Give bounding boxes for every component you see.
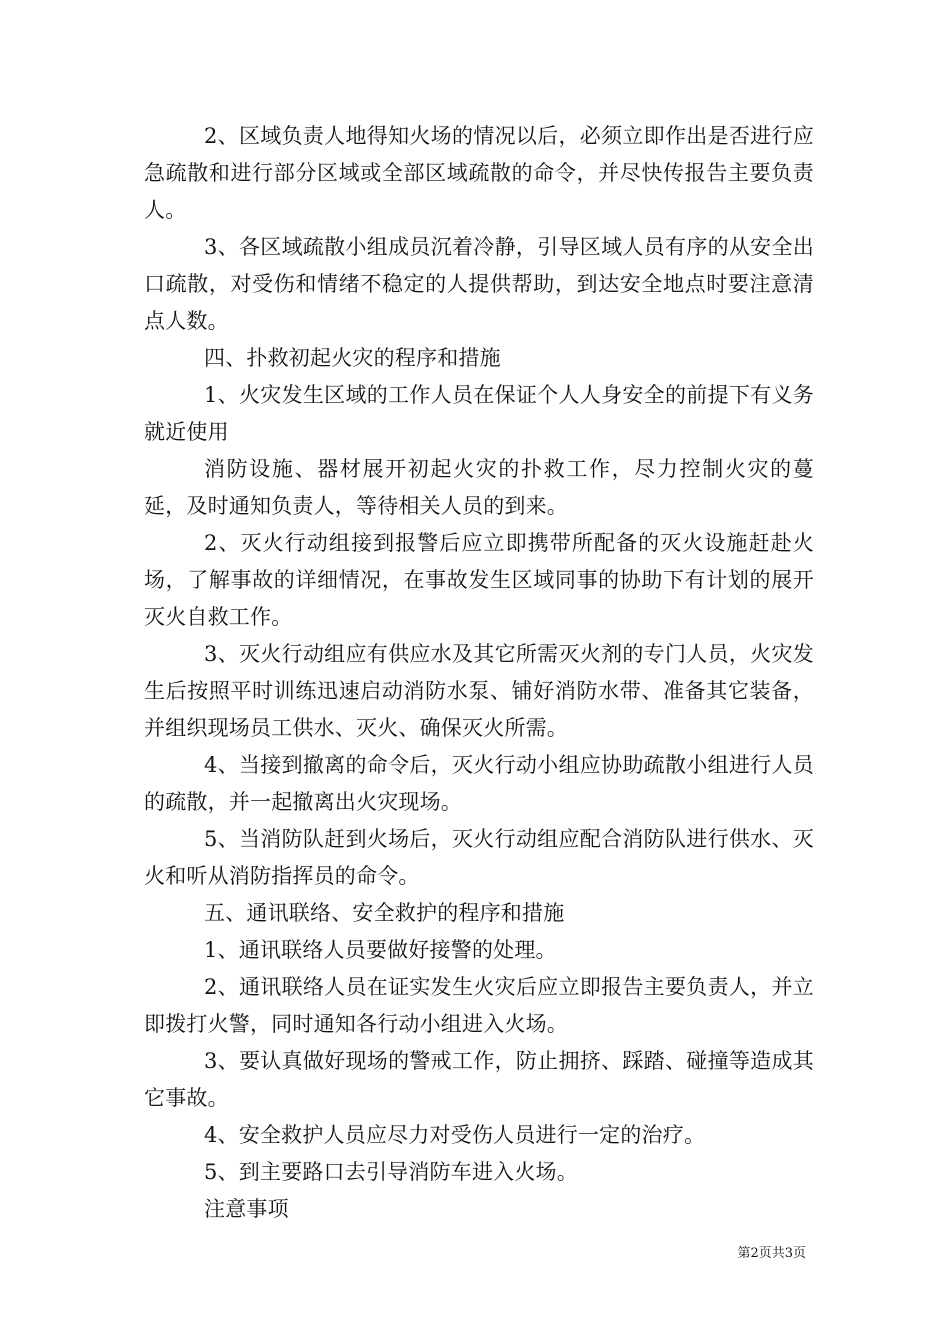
page-number-footer: 第2页共3页 xyxy=(737,1246,806,1261)
paragraph-firefighting-5: 5、当消防队赶到火场后，灭火行动组应配合消防队进行供水、灭火和听从消防指挥员的命令。 xyxy=(144,827,814,888)
paragraph-communication-3: 3、要认真做好现场的警戒工作，防止拥挤、踩踏、碰撞等造成其它事故。 xyxy=(144,1049,814,1110)
paragraph-communication-2: 2、通讯联络人员在证实发生火灾后应立即报告主要负责人，并立即拨打火警，同时通知各行动小组进入火场。 xyxy=(144,975,814,1036)
paragraph-firefighting-4: 4、当接到撤离的命令后，灭火行动小组应协助疏散小组进行人员的疏散，并一起撤离出火灾现场。 xyxy=(144,753,814,814)
paragraph-communication-1: 1、通讯联络人员要做好接警的处理。 xyxy=(204,938,557,962)
paragraph-firefighting-3: 3、灭火行动组应有供应水及其它所需灭火剂的专门人员，火灾发生后按照平时训练迅速启动消防水泵、铺好消防水带、准备其它装备，并组织现场员工供水、灭火、确保灭火所需。 xyxy=(144,642,814,740)
section-heading-notes: 注意事项 xyxy=(204,1197,289,1221)
paragraph-firefighting-1-continued: 消防设施、器材展开初起火灾的扑救工作，尽力控制火灾的蔓延，及时通知负责人，等待相关人员的到来。 xyxy=(144,457,814,518)
section-heading-communication: 五、通讯联络、安全救护的程序和措施 xyxy=(204,901,565,925)
section-heading-firefighting: 四、扑救初起火灾的程序和措施 xyxy=(204,346,501,370)
paragraph-firefighting-2: 2、灭火行动组接到报警后应立即携带所配备的灭火设施赶赴火场，了解事故的详细情况，在事故发生区域同事的协助下有计划的展开灭火自救工作。 xyxy=(144,531,814,629)
paragraph-evacuation-order: 2、区域负责人地得知火场的情况以后，必须立即作出是否进行应急疏散和进行部分区域或全部区域疏散的命令，并尽快传报告主要负责人。 xyxy=(144,124,814,222)
paragraph-firefighting-1: 1、火灾发生区域的工作人员在保证个人人身安全的前提下有义务就近使用 xyxy=(144,383,814,444)
paragraph-evacuation-guidance: 3、各区域疏散小组成员沉着冷静，引导区域人员有序的从安全出口疏散，对受伤和情绪不稳定的人提供帮助，到达安全地点时要注意清点人数。 xyxy=(144,235,814,333)
paragraph-communication-5: 5、到主要路口去引导消防车进入火场。 xyxy=(204,1160,578,1184)
document-body xyxy=(144,118,814,1228)
paragraph-communication-4: 4、安全救护人员应尽力对受伤人员进行一定的治疗。 xyxy=(204,1123,706,1147)
